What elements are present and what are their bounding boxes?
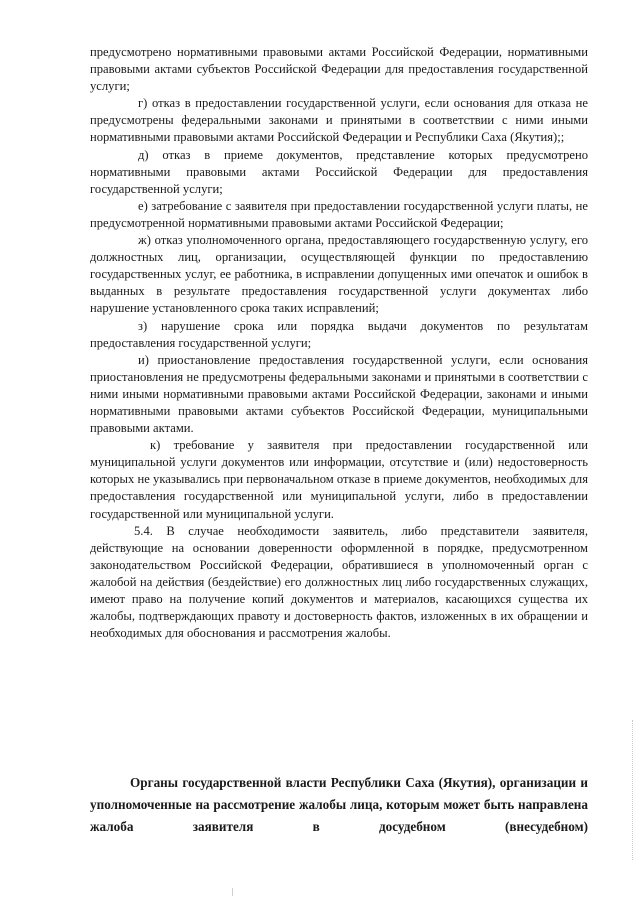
paragraph-item-d: д) отказ в приеме документов, представление которых предусмотрено нормативными правовыми актами Российской Федерации для предоставления государственной услуги; [90,147,588,196]
paragraph-item-g: г) отказ в предоставлении государственной услуги, если основания для отказа не предусмотрены федеральными законами и принятыми в соответствии с ними иными нормативными правовыми актами Российской Федерации и Республики Саха (Якутия);; [90,96,588,145]
paragraph-item-k: к) требование у заявителя при предоставлении государственной или муниципальной услуги документов или информации, отсутствие и (или) недостоверность которых не указывались при первоначальном отказе в приеме документов, необходимых для предоставления государственной или муниципальной услуги, либо в предоставлении государственной или муниципальной услуги. [90,438,588,521]
paragraph-item-i: и) приостановление предоставления государственной услуги, если основания приостановления не предусмотрены федеральными законами и принятыми в соответствии с ними иными нормативными правовыми актами Российской Федерации, законами и иными нормативными правовыми актами субъектов Российской Федерации, муниципальными правовыми актами. [90,352,588,436]
section-heading: Органы государственной власти Республики Саха (Якутия), организации и уполномоченные на рассмотрение жалобы лица, которым может быть направлена жалоба заявителя в досудебном (внесудебном) [90,775,588,834]
paragraph-item-zh: ж) отказ уполномоченного органа, предоставляющего государственную услугу, его должностных лиц, организации, осуществляющей функции по предоставлению государственных услуг, ее работника, в исправлении допущенных ими опечаток и ошибок в выданных в результате предоставления государственной услуги документах либо нарушение установленного срока таких исправлений; [90,233,588,316]
paragraph-continuation: предусмотрено нормативными правовыми актами Российской Федерации, нормативными правовыми актами субъектов Российской Федерации для предоставления государственной услуги; [90,45,588,94]
paragraph-item-e: е) затребование с заявителя при предоставлении государственной услуги платы, не предусмотренной нормативными правовыми актами Российской Федерации; [90,198,588,230]
document-body [90,44,588,642]
paragraph-5-4: 5.4. В случае необходимости заявитель, либо представители заявителя, действующие на основании доверенности оформленной в порядке, предусмотренном законодательством Российской Федерации, обратившиеся в уполномоченный орган с жалобой на действия (бездействие) его должностных лиц либо государственных служащих, имеют право на получение копий документов и материалов, касающихся существа их жалобы, подтверждающих правоту и достоверность фактов, изложенных в их обращении и необходимых для обоснования и рассмотрения жалобы. [90,523,588,641]
scan-artifact [232,888,237,896]
scan-margin-mark [632,720,634,860]
paragraph-item-z: з) нарушение срока или порядка выдачи документов по результатам предоставления государственной услуги; [90,318,588,350]
